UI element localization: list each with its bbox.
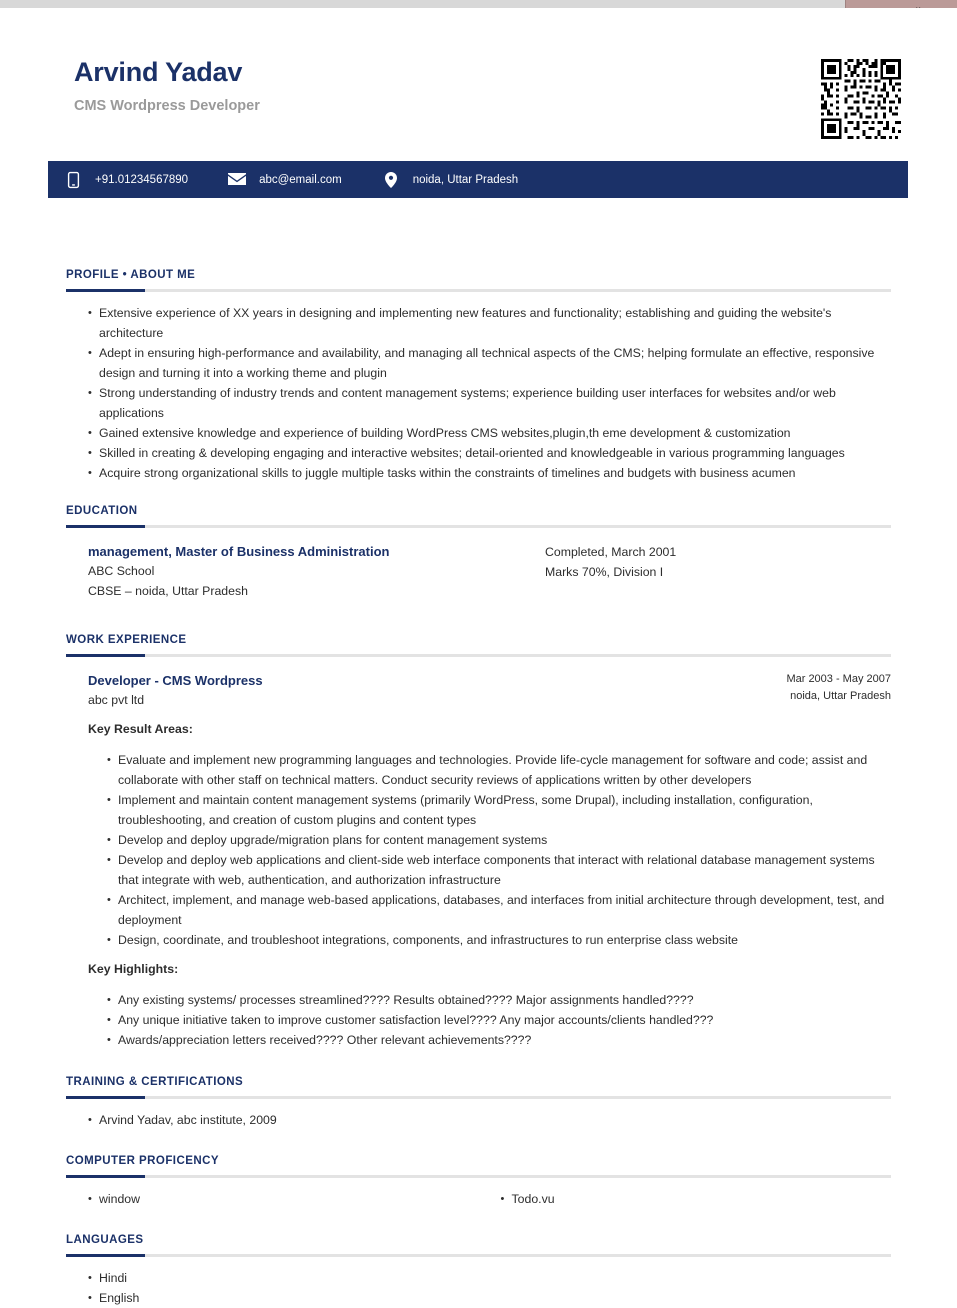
work-company: abc pvt ltd: [88, 693, 145, 707]
qr-code: [818, 56, 904, 142]
section-rule: [66, 525, 891, 528]
list-item: • Gained extensive knowledge and experience of building WordPress CMS websites,plugin,th eme development & customization: [66, 423, 891, 443]
work-entry-right: [786, 671, 891, 705]
contact-email-value: abc@email.com: [259, 173, 342, 186]
candidate-role: CMS Wordpress Developer: [74, 98, 260, 114]
contact-email[interactable]: [226, 173, 342, 186]
list-item: • Any unique initiative taken to improve customer satisfaction level???? Any major accounts/clients handled???: [66, 1010, 891, 1030]
list-item: • Todo.vu: [479, 1189, 892, 1209]
section-profile: [66, 268, 891, 483]
section-rule: [66, 289, 891, 292]
profile-bullet-list: [66, 303, 891, 483]
list-item: • Develop and deploy upgrade/migration plans for content management systems: [66, 830, 891, 850]
section-title-work: WORK EXPERIENCE: [66, 634, 187, 646]
phone-icon: [62, 172, 84, 188]
map-pin-icon: [380, 172, 402, 188]
list-item: • Hindi: [66, 1268, 891, 1288]
list-item: • Design, coordinate, and troubleshoot integrations, components, and infrastructures to run enterprise class website: [66, 930, 891, 950]
training-bullet-list: [66, 1110, 891, 1130]
computer-list-right: [479, 1189, 892, 1209]
contact-phone-value: +91.01234567890: [95, 173, 189, 186]
section-title-languages: LANGUAGES: [66, 1234, 144, 1246]
list-item: • Skilled in creating & developing engaging and interactive websites; detail-oriented and knowledgeable in various programming languages: [66, 443, 891, 463]
education-school: ABC School: [88, 564, 155, 578]
top-gray-strip: [0, 0, 957, 8]
key-highlights-label: Key Highlights:: [88, 962, 179, 976]
list-item: • Strong understanding of industry trends and content management systems; experience building user interfaces for websites and/or web applications: [66, 383, 891, 423]
computer-two-column: [66, 1189, 891, 1209]
section-title-education: EDUCATION: [66, 505, 138, 517]
section-education: [66, 504, 891, 611]
section-work-experience: [66, 633, 891, 1050]
education-marks: Marks 70%, Division I: [545, 565, 664, 579]
key-result-areas-label: Key Result Areas:: [88, 722, 193, 736]
section-rule: [66, 1175, 891, 1178]
list-item: • English: [66, 1288, 891, 1308]
list-item: • Adept in ensuring high-performance and availability, and managing all technical aspects of the CMS; helping formulate an effective, responsive design and turning it into a working theme and plugin: [66, 343, 891, 383]
education-completed: Completed, March 2001: [545, 545, 677, 559]
envelope-icon: [226, 173, 248, 186]
key-result-areas-list: [66, 750, 891, 950]
section-title-profile: PROFILE • ABOUT ME: [66, 269, 196, 281]
list-item: • Architect, implement, and manage web-based applications, databases, and interfaces from initial architecture through development, test, and deployment: [66, 890, 891, 930]
section-languages: [66, 1233, 891, 1308]
work-entry-header: [66, 671, 891, 710]
list-item: • window: [66, 1189, 479, 1209]
section-rule: [66, 654, 891, 657]
list-item: • Any existing systems/ processes streamlined???? Results obtained???? Major assignments handled????: [66, 990, 891, 1010]
resume-header: [74, 56, 914, 115]
list-item: • Extensive experience of XX years in designing and implementing new features and functionality; establishing and guiding the website's architecture: [66, 303, 891, 343]
contact-phone[interactable]: [62, 172, 188, 188]
contact-location-value: noida, Uttar Pradesh: [412, 173, 519, 186]
work-dates: Mar 2003 - May 2007: [786, 673, 891, 685]
section-rule: [66, 1096, 891, 1099]
education-entry-right: [545, 542, 891, 582]
work-job-title: Developer - CMS Wordpress: [88, 673, 263, 688]
qr-code-graphic: [818, 56, 904, 142]
work-entry-left: [66, 671, 263, 710]
education-degree: management, Master of Business Administration: [88, 544, 390, 559]
list-item: • Develop and deploy web applications and client-side web interface components that interact with relational database management systems that integrate with web, authentication, and authorization infrastructure: [66, 850, 891, 890]
section-title-training: TRAINING & CERTIFICATIONS: [66, 1076, 244, 1088]
section-rule: [66, 1254, 891, 1257]
education-board: CBSE – noida, Uttar Pradesh: [88, 584, 248, 598]
list-item: • Implement and maintain content management systems (primarily WordPress, some Drupal), including installation, configuration, troubleshooting, and creation of custom plugins and content types: [66, 790, 891, 830]
languages-bullet-list: [66, 1268, 891, 1308]
computer-col-left: [66, 1189, 479, 1209]
resume-body: [0, 268, 957, 1308]
candidate-name: Arvind Yadav: [74, 57, 243, 87]
section-training: [66, 1075, 891, 1130]
list-item: • Evaluate and implement new programming languages and technologies. Provide life-cycle management for software and code; assist and collaborate with other staff on technical matters. Conduct security reviews of applications written by other developers: [66, 750, 891, 790]
section-computer-proficency: [66, 1154, 891, 1209]
list-item: • Awards/appreciation letters received???? Other relevant achievements????: [66, 1030, 891, 1050]
work-location: noida, Uttar Pradesh: [790, 690, 891, 702]
list-item: • Arvind Yadav, abc institute, 2009: [66, 1110, 891, 1130]
contact-bar: [48, 161, 908, 198]
computer-list-left: [66, 1189, 479, 1209]
education-entry: [66, 542, 891, 611]
list-item: • Acquire strong organizational skills to juggle multiple tasks within the constraints of timelines and budgets with business acumen: [66, 463, 891, 483]
section-title-computer: COMPUTER PROFICENCY: [66, 1155, 219, 1167]
resume-sheet: [0, 8, 957, 1305]
key-highlights-list: [66, 990, 891, 1050]
computer-col-right: [479, 1189, 892, 1209]
education-entry-left: [66, 542, 389, 601]
contact-location[interactable]: [380, 172, 518, 188]
